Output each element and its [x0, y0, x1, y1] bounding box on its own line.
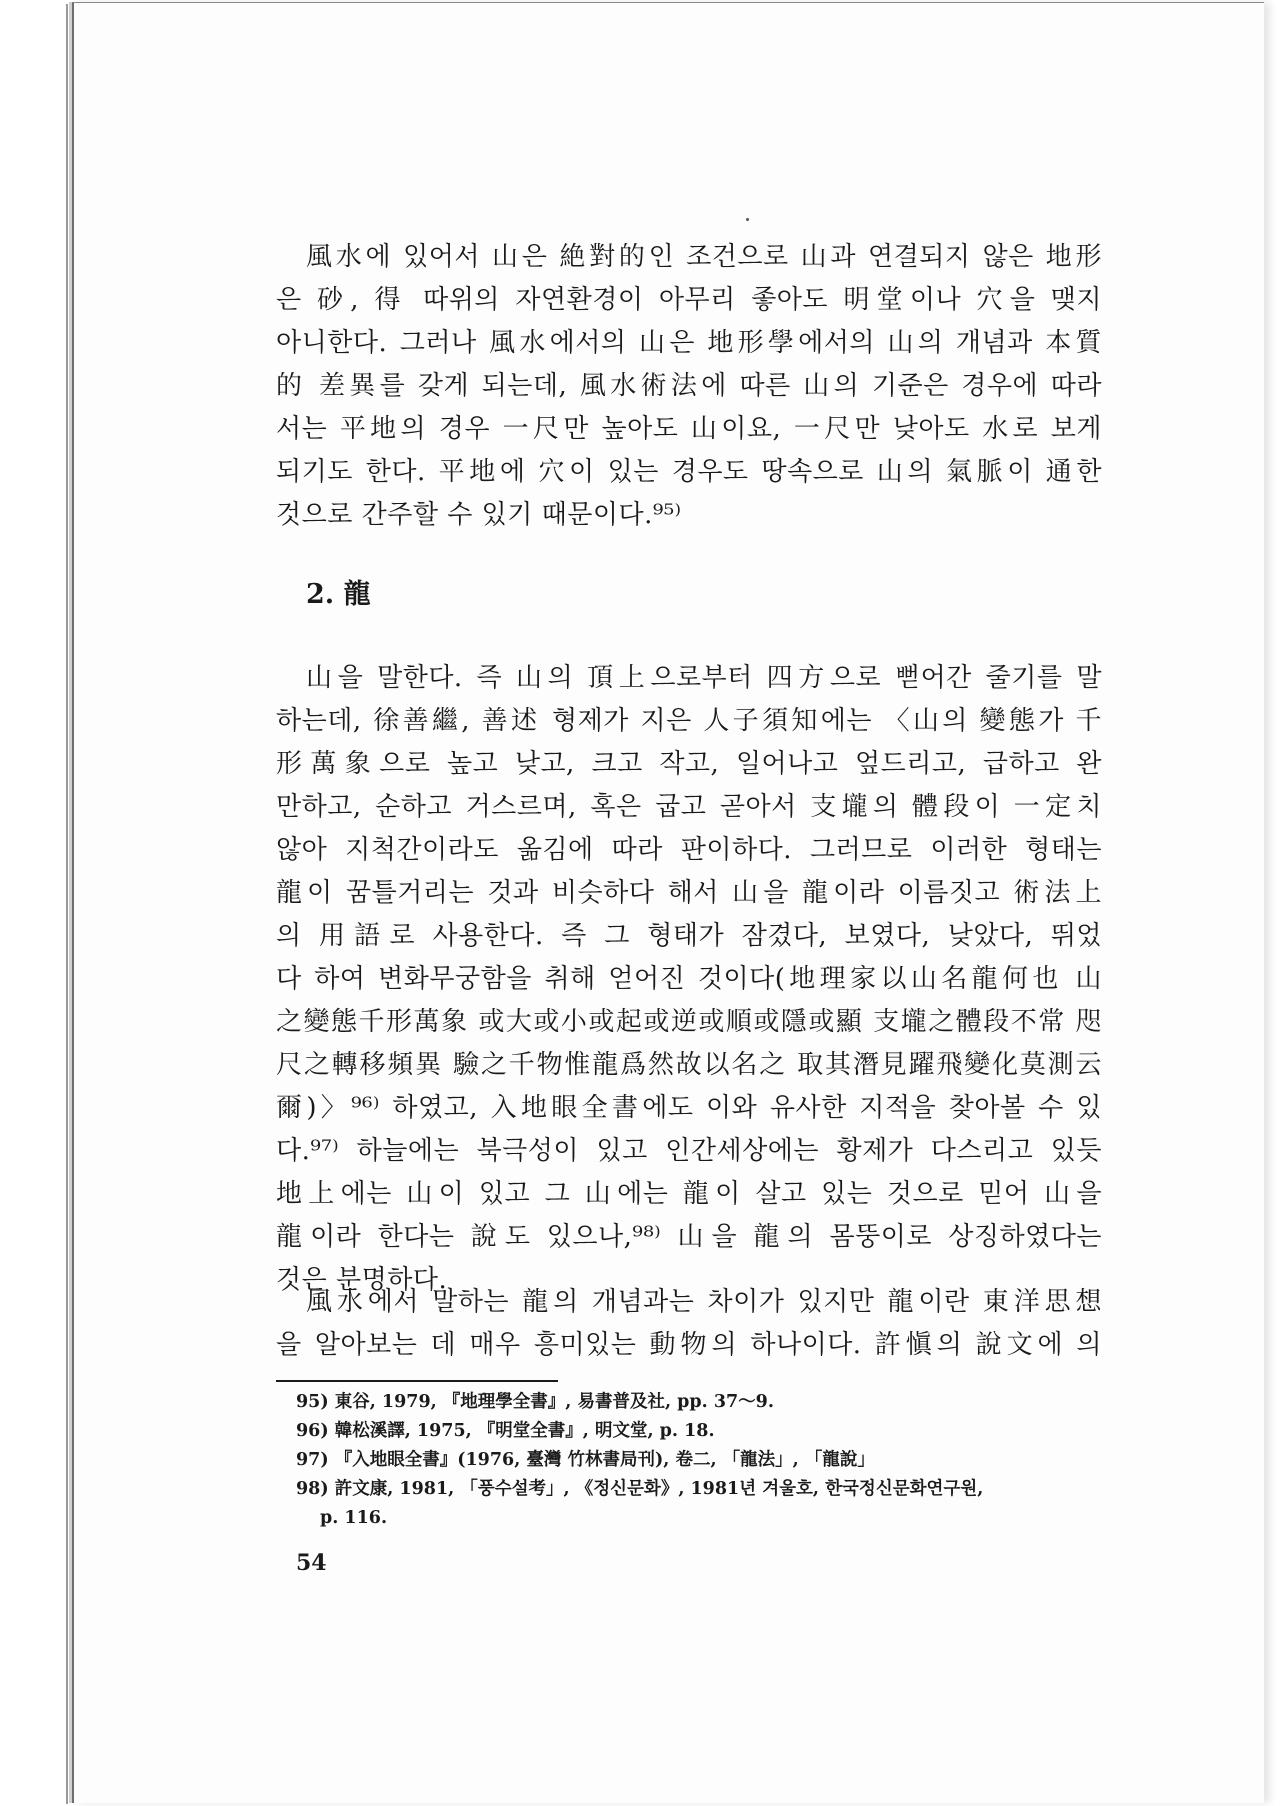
text-line: 龍이라 한다는 說도 있으나,⁹⁸⁾ 山을 龍의 몸뚱이로 상징하였다는	[276, 1222, 1102, 1252]
text-line: 다.⁹⁷⁾ 하늘에는 북극성이 있고 인간세상에는 황제가 다스리고 있듯	[276, 1136, 1102, 1166]
text-line: 山을 말한다. 즉 山의 頂上으로부터 四方으로 뻗어간 줄기를 말	[306, 663, 1102, 693]
section-heading: 2. 龍	[306, 579, 371, 610]
text-line: 風水에서 말하는 龍의 개념과는 차이가 있지만 龍이란 東洋思想	[306, 1287, 1102, 1317]
text-line: 尺之轉移頻異 驗之千物惟龍爲然故以名之 取其潛見躍飛變化莫測云	[276, 1050, 1102, 1080]
footnote-divider	[276, 1380, 558, 1382]
footnote-96: 96) 韓松溪譯, 1975, 『明堂全書』, 明文堂, p. 18.	[296, 1421, 715, 1441]
footnote-98: 98) 許文康, 1981, 「풍수설考」, 《정신문화》, 1981년 겨울호, 한국정신문화연구원,	[296, 1479, 984, 1499]
text-line: 爾)〉⁹⁶⁾ 하였고, 入地眼全書에도 이와 유사한 지적을 찾아볼 수 있	[276, 1093, 1102, 1123]
text-line: 之變態千形萬象 或大或小或起或逆或順或隱或顯 支壠之體段不常 咫	[276, 1007, 1102, 1037]
text-line: 을 알아보는 데 매우 흥미있는 動物의 하나이다. 許愼의 說文에 의	[276, 1330, 1102, 1360]
footnote-97: 97) 『入地眼全書』(1976, 臺灣 竹林書局刊), 卷二, 「龍法」, 「龍說」	[296, 1450, 875, 1470]
text-line: 만하고, 순하고 거스르며, 혹은 굽고 곧아서 支壠의 體段이 一定치	[276, 792, 1102, 822]
text-line: 하는데, 徐善繼, 善述 형제가 지은 人子須知에는 〈山의 變態가 千	[276, 706, 1102, 736]
paragraph-1	[276, 236, 1102, 537]
text-line: 形萬象으로 높고 낮고, 크고 작고, 일어나고 엎드리고, 급하고 완	[276, 749, 1102, 779]
book-spine-edge	[66, 4, 68, 1804]
text-line: 것은 분명하다.	[276, 1265, 448, 1295]
paragraph-2	[276, 657, 1102, 1302]
text-line: 的 差異를 갖게 되는데, 風水術法에 따른 山의 기준은 경우에 따라	[276, 371, 1102, 401]
text-line: 않아 지척간이라도 옮김에 따라 판이하다. 그러므로 이러한 형태는	[276, 835, 1102, 865]
text-line: 은 砂, 得 따위의 자연환경이 아무리 좋아도 明堂이나 穴을 맺지	[276, 285, 1102, 315]
scan-speck	[746, 218, 749, 221]
text-line: 地上에는 山이 있고 그 山에는 龍이 살고 있는 것으로 믿어 山을	[276, 1179, 1102, 1209]
footnotes	[296, 1388, 1096, 1533]
text-line: 되기도 한다. 平地에 穴이 있는 경우도 땅속으로 山의 氣脈이 通한	[276, 457, 1102, 487]
text-line: 風水에 있어서 山은 絶對的인 조건으로 山과 연결되지 않은 地形	[306, 242, 1102, 272]
text-line: 龍이 꿈틀거리는 것과 비슷하다 해서 山을 龍이라 이름짓고 術法上	[276, 878, 1102, 908]
text-line: 서는 平地의 경우 一尺만 높아도 山이요, 一尺만 낮아도 水로 보게	[276, 414, 1102, 444]
page-number: 54	[296, 1550, 327, 1576]
text-line: 의 用語로 사용한다. 즉 그 형태가 잠겼다, 보였다, 낮았다, 뛰었	[276, 921, 1102, 951]
text-line: 다 하여 변화무궁함을 취해 얻어진 것이다(地理家以山名龍何也 山	[276, 964, 1102, 994]
footnote-98-continued: p. 116.	[320, 1508, 388, 1528]
paragraph-3	[276, 1281, 1102, 1367]
footnote-95: 95) 東谷, 1979, 『地理學全書』, 易書普及社, pp. 37～9.	[296, 1392, 774, 1412]
text-line: 것으로 간주할 수 있기 때문이다.⁹⁵⁾	[276, 500, 682, 530]
text-line: 아니한다. 그러나 風水에서의 山은 地形學에서의 山의 개념과 本質	[276, 328, 1102, 358]
